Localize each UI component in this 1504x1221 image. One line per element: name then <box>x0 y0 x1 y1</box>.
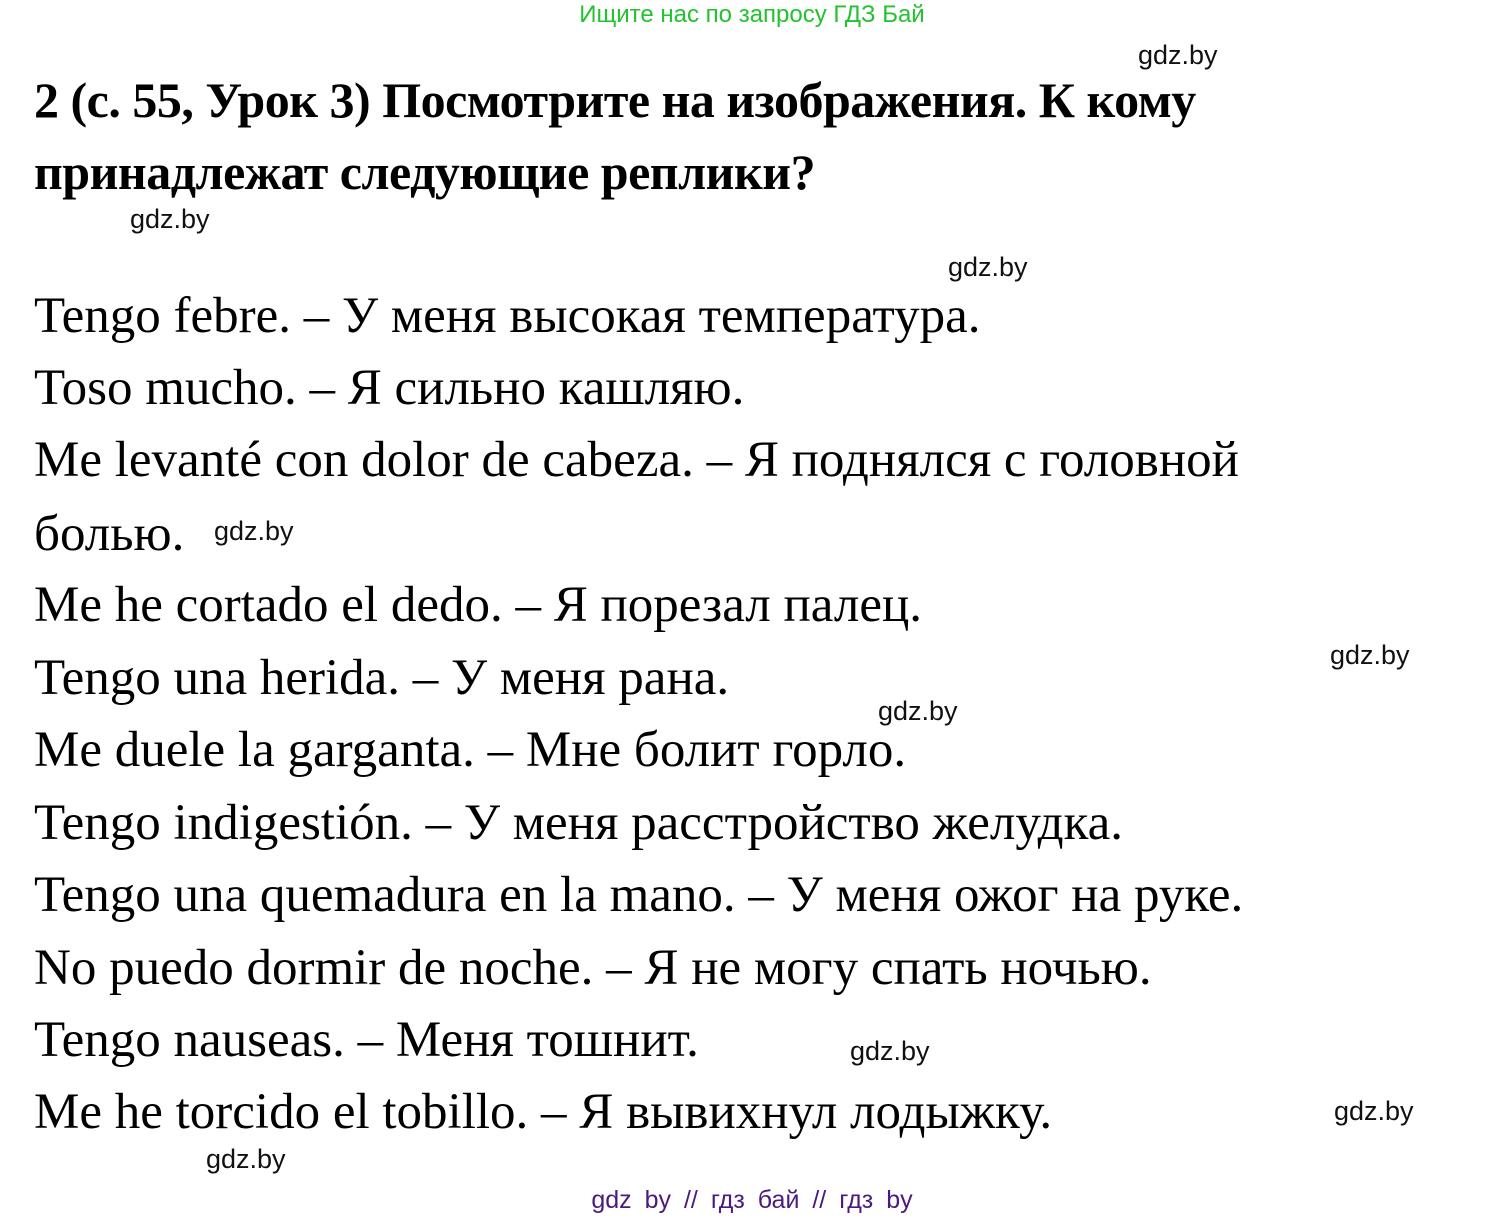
watermark: gdz.by <box>850 1036 930 1066</box>
answer-line: Tengo una quemadura en la mano. – У меня ожог на руке. <box>34 867 1244 923</box>
watermark: gdz.by <box>878 696 958 726</box>
watermark: gdz.by <box>214 516 294 546</box>
watermark: gdz.by <box>1330 640 1410 670</box>
answer-line: Me he cortado el dedo. – Я порезал палец. <box>34 577 922 633</box>
search-banner: Ищите нас по запросу ГДЗ Бай <box>579 1 925 28</box>
watermark: gdz.by <box>1138 40 1218 70</box>
watermark: gdz.by <box>948 252 1028 282</box>
answer-line: Toso mucho. – Я сильно кашляю. <box>34 360 745 416</box>
answer-line: Me he torcido el tobillo. – Я вывихнул лодыжку. <box>34 1084 1053 1140</box>
answer-line: Me levanté con dolor de cabeza. – Я поднялся с головной <box>34 432 1239 488</box>
answer-line: Tengo una herida. – У меня рана. <box>34 650 730 706</box>
watermark: gdz.by <box>206 1144 286 1174</box>
watermark: gdz.by <box>130 204 210 234</box>
footer-links: gdz by // гдз бай // гдз by <box>591 1186 913 1214</box>
answer-line: Tengo indigestión. – У меня расстройство желудка. <box>34 795 1123 851</box>
watermark: gdz.by <box>1334 1096 1414 1126</box>
answer-line: No puedo dormir de noche. – Я не могу спать ночью. <box>34 940 1152 996</box>
exercise-title: 2 (с. 55, Урок 3) Посмотрите на изображения. К кому принадлежат следующие реплики? <box>34 72 1196 200</box>
answer-line: болью. <box>34 506 185 562</box>
answer-line: Me duele la garganta. – Мне болит горло. <box>34 722 907 778</box>
answer-line: Tengo febre. – У меня высокая температура. <box>34 288 981 344</box>
answer-line: Tengo nauseas. – Меня тошнит. <box>34 1012 699 1068</box>
